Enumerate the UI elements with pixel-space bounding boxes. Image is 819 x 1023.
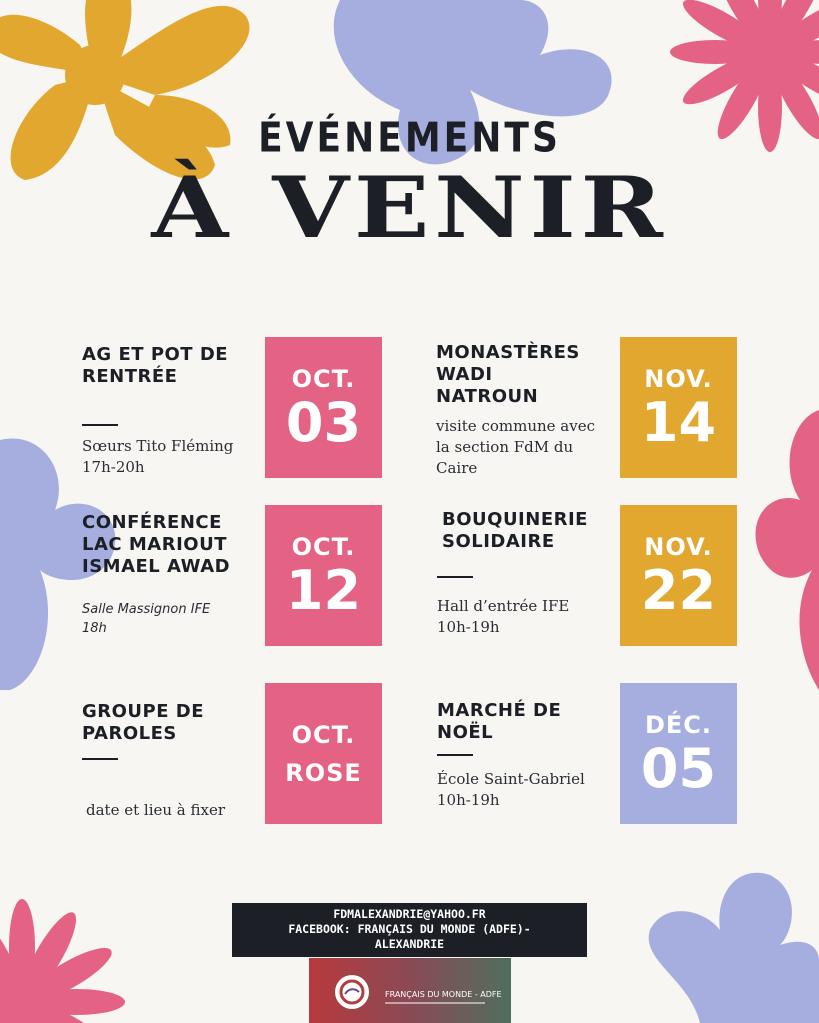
divider (82, 758, 118, 760)
date-box (620, 683, 737, 824)
date-day: 14 (640, 391, 717, 454)
contact-banner (232, 903, 587, 957)
lavender-flower-bottom-right (649, 873, 819, 1023)
event-title: BOUQUINERIE SOLIDAIRE (442, 509, 588, 552)
date-month: NOV. (644, 533, 713, 561)
event-details: Hall d’entrée IFE 10h-19h (437, 597, 570, 636)
logo-emblem-icon (335, 975, 369, 1009)
date-day: 05 (640, 737, 717, 800)
logo-subtitle-line (385, 1002, 485, 1004)
date-box (265, 505, 382, 646)
event-title: GROUPE DE PAROLES (82, 701, 205, 744)
divider (437, 754, 473, 756)
event-details: Sœurs Tito Fléming 17h-20h (82, 437, 234, 476)
date-day: 12 (285, 559, 362, 622)
pink-daisy-bottom-left (0, 899, 125, 1023)
event-title: MONASTÈRES WADI NATROUN (436, 342, 580, 407)
date-day: 03 (285, 391, 362, 454)
adfe-logo (309, 958, 511, 1023)
contact-facebook-line1[interactable]: FACEBOOK: FRANÇAIS DU MONDE (ADFE)- (288, 922, 531, 936)
date-box (265, 337, 382, 478)
heading-evenements: ÉVÉNEMENTS (258, 114, 561, 163)
date-day: 22 (640, 559, 717, 622)
date-month: OCT. (291, 533, 356, 561)
date-box (265, 683, 382, 824)
pink-flower-right (756, 410, 819, 690)
divider (82, 424, 118, 426)
date-box (620, 505, 737, 646)
date-month: NOV. (644, 365, 713, 393)
heading-a-venir: À VENIR (151, 158, 668, 257)
date-month: DÉC. (644, 711, 713, 739)
contact-facebook-line2[interactable]: ALEXANDRIE (374, 937, 445, 951)
event-details: Salle Massignon IFE 18h (82, 602, 211, 636)
date-day: ROSE (285, 759, 362, 787)
date-month: OCT. (291, 365, 356, 393)
divider (437, 576, 473, 578)
logo-text: FRANÇAIS DU MONDE - ADFE (385, 990, 502, 999)
event-details: École Saint-Gabriel 10h-19h (437, 770, 585, 809)
event-details: date et lieu à fixer (86, 801, 226, 819)
event-title: CONFÉRENCE LAC MARIOUT ISMAEL AWAD (82, 512, 231, 577)
date-box (620, 337, 737, 478)
event-details: visite commune avec la section FdM du Caire (436, 417, 595, 477)
contact-email[interactable]: FDMALEXANDRIE@YAHOO.FR (333, 907, 486, 921)
event-title: MARCHÉ DE NOËL (437, 700, 562, 743)
event-title: AG ET POT DE RENTRÉE (82, 344, 229, 387)
date-month: OCT. (291, 721, 356, 749)
